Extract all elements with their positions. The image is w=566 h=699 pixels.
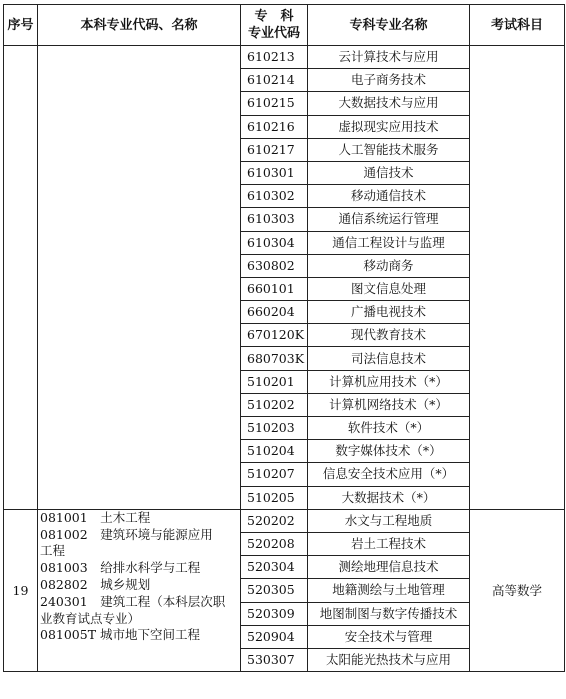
zk-name-cell: 太阳能光热技术与应用 — [308, 648, 470, 671]
bachelor-line: 081001 土木工程 — [40, 509, 151, 525]
header-row — [4, 5, 565, 46]
zk-name-cell: 电子商务技术 — [308, 69, 470, 92]
zk-code-cell: 520208 — [241, 532, 308, 555]
zk-name-cell: 云计算技术与应用 — [308, 46, 470, 69]
zk-name-cell: 计算机应用技术（*） — [308, 370, 470, 393]
zk-name-cell: 图文信息处理 — [308, 277, 470, 300]
major-table-wrapper — [3, 4, 565, 672]
bachelor-cell-blank — [38, 46, 241, 510]
zk-name-cell: 水文与工程地质 — [308, 509, 470, 532]
zk-name-cell: 虚拟现实应用技术 — [308, 115, 470, 138]
zk-name-cell: 数字媒体技术（*） — [308, 440, 470, 463]
zk-code-cell: 510205 — [241, 486, 308, 509]
bachelor-line: 081003 给排水科学与工程 — [40, 560, 201, 576]
zk-name-cell: 计算机网络技术（*） — [308, 393, 470, 416]
bachelor-line: 082802 城乡规划 — [40, 576, 151, 592]
header-zk-name: 专科专业名称 — [308, 5, 470, 46]
zk-code-cell: 610302 — [241, 185, 308, 208]
zk-name-cell: 地籍测绘与土地管理 — [308, 579, 470, 602]
zk-name-cell: 软件技术（*） — [308, 417, 470, 440]
zk-code-cell: 630802 — [241, 254, 308, 277]
zk-name-cell: 通信工程设计与监理 — [308, 231, 470, 254]
zk-code-cell: 510207 — [241, 463, 308, 486]
zk-code-cell: 610217 — [241, 138, 308, 161]
zk-code-cell: 610216 — [241, 115, 308, 138]
zk-name-cell: 测绘地理信息技术 — [308, 556, 470, 579]
zk-name-cell: 现代教育技术 — [308, 324, 470, 347]
zk-code-cell: 680703K — [241, 347, 308, 370]
bachelor-line: 240301 建筑工程（本科层次职 — [40, 593, 226, 609]
zk-code-cell: 530307 — [241, 648, 308, 671]
zk-code-cell: 610301 — [241, 161, 308, 184]
zk-name-cell: 安全技术与管理 — [308, 625, 470, 648]
bachelor-line: 081005T 城市地下空间工程 — [40, 627, 201, 643]
zk-code-cell: 610303 — [241, 208, 308, 231]
zk-code-cell: 520305 — [241, 579, 308, 602]
subject-cell: 高等数学 — [470, 509, 565, 671]
zk-name-cell: 移动通信技术 — [308, 185, 470, 208]
table-row — [4, 46, 565, 69]
seq-cell-blank — [4, 46, 38, 510]
major-table — [3, 4, 565, 672]
zk-name-cell: 人工智能技术服务 — [308, 138, 470, 161]
header-subject: 考试科目 — [470, 5, 565, 46]
zk-name-cell: 岩土工程技术 — [308, 532, 470, 555]
zk-name-cell: 广播电视技术 — [308, 301, 470, 324]
zk-name-cell: 通信系统运行管理 — [308, 208, 470, 231]
bachelor-majors-cell — [38, 509, 241, 671]
zk-code-cell: 520304 — [241, 556, 308, 579]
zk-code-cell: 510204 — [241, 440, 308, 463]
zk-code-cell: 510203 — [241, 417, 308, 440]
subject-cell-blank — [470, 46, 565, 510]
bachelor-line: 业教育试点专业） — [40, 610, 141, 626]
header-zk-code-line1: 专 科 — [254, 9, 294, 24]
zk-name-cell: 大数据技术与应用 — [308, 92, 470, 115]
zk-code-cell: 520904 — [241, 625, 308, 648]
seq-cell: 19 — [4, 509, 38, 671]
zk-name-cell: 地图制图与数字传播技术 — [308, 602, 470, 625]
zk-code-cell: 510202 — [241, 393, 308, 416]
zk-code-cell: 610304 — [241, 231, 308, 254]
bachelor-line: 081002 建筑环境与能源应用 — [40, 526, 213, 542]
zk-code-cell: 520202 — [241, 509, 308, 532]
zk-code-cell: 610213 — [241, 46, 308, 69]
header-seq: 序号 — [4, 5, 38, 46]
zk-code-cell: 520309 — [241, 602, 308, 625]
table-row — [4, 509, 565, 532]
zk-name-cell: 大数据技术（*） — [308, 486, 470, 509]
zk-code-cell: 510201 — [241, 370, 308, 393]
zk-code-cell: 670120K — [241, 324, 308, 347]
zk-code-cell: 610214 — [241, 69, 308, 92]
zk-name-cell: 信息安全技术应用（*） — [308, 463, 470, 486]
header-zk-code — [241, 5, 308, 46]
zk-code-cell: 660101 — [241, 277, 308, 300]
zk-code-cell: 660204 — [241, 301, 308, 324]
zk-name-cell: 移动商务 — [308, 254, 470, 277]
header-bachelor-major: 本科专业代码、名称 — [38, 5, 241, 46]
header-zk-code-line2: 专业代码 — [247, 26, 300, 41]
zk-name-cell: 司法信息技术 — [308, 347, 470, 370]
bachelor-line: 工程 — [40, 543, 66, 559]
zk-name-cell: 通信技术 — [308, 161, 470, 184]
zk-code-cell: 610215 — [241, 92, 308, 115]
